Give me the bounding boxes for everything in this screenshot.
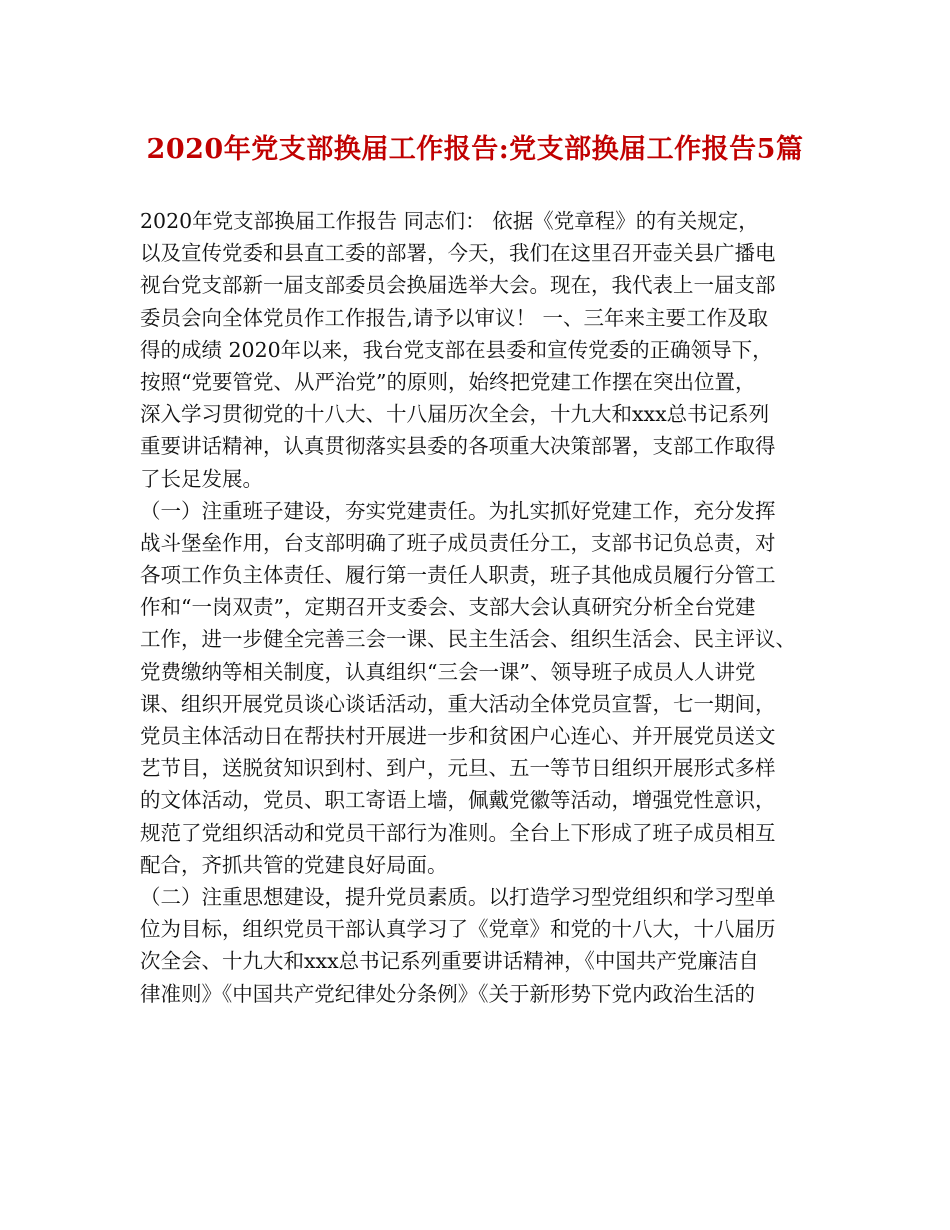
body-line: 的文体活动，党员、职工寄语上墙，佩戴党徽等活动，增强党性意识， bbox=[140, 788, 776, 813]
body-line: 律准则》《中国共产党纪律处分条例》《关于新形势下党内政治生活的 bbox=[140, 981, 755, 1006]
document-body bbox=[140, 205, 820, 1010]
body-line: 艺节目，送脱贫知识到村、到户，元旦、五一等节日组织开展形式多样 bbox=[140, 756, 776, 781]
body-line: 以及宣传党委和县直工委的部署，今天，我们在这里召开壶关县广播电 bbox=[140, 241, 776, 266]
body-line: 重要讲话精神，认真贯彻落实县委的各项重大决策部署，支部工作取得 bbox=[140, 434, 776, 459]
body-line: 作和“一岗双责”，定期召开支委会、支部大会认真研究分析全台党建 bbox=[140, 595, 756, 620]
body-line: 各项工作负主体责任、履行第一责任人职责，班子其他成员履行分管工 bbox=[140, 563, 776, 588]
body-line: 按照“党要管党、从严治党”的原则，始终把党建工作摆在突出位置， bbox=[140, 369, 756, 394]
body-line: （二）注重思想建设，提升党员素质。以打造学习型党组织和学习型单 bbox=[140, 884, 776, 909]
body-line: 党费缴纳等相关制度，认真组织“三会一课”、领导班子成员人人讲党 bbox=[140, 659, 756, 684]
body-line: 深入学习贯彻党的十八大、十八届历次全会，十九大和xxx总书记系列 bbox=[140, 402, 770, 427]
body-line: 工作，进一步健全完善三会一课、民主生活会、组织生活会、民主评议、 bbox=[140, 627, 796, 652]
body-line: 规范了党组织活动和党员干部行为准则。全台上下形成了班子成员相互 bbox=[140, 820, 776, 845]
body-line: （一）注重班子建设，夯实党建责任。为扎实抓好党建工作，充分发挥 bbox=[140, 498, 776, 523]
document-title: 2020年党支部换届工作报告:党支部换届工作报告5篇 bbox=[146, 134, 804, 165]
body-line: 委员会向全体党员作工作报告,请予以审议！ 一、三年来主要工作及取 bbox=[140, 305, 769, 330]
body-line: 得的成绩 2020年以来，我台党支部在县委和宣传党委的正确领导下， bbox=[140, 337, 773, 362]
body-line: 课、组织开展党员谈心谈话活动，重大活动全体党员宣誓，七一期间， bbox=[140, 691, 776, 716]
body-line: 战斗堡垒作用，台支部明确了班子成员责任分工，支部书记负总责，对 bbox=[140, 530, 776, 555]
body-line: 党员主体活动日在帮扶村开展进一步和贫困户心连心、并开展党员送文 bbox=[140, 724, 776, 748]
body-line: 次全会、十九大和xxx总书记系列重要讲话精神，《中国共产党廉洁自 bbox=[140, 949, 759, 974]
body-line: 配合，齐抓共管的党建良好局面。 bbox=[140, 852, 448, 877]
body-line: 位为目标，组织党员干部认真学习了《党章》和党的十八大，十八届历 bbox=[140, 917, 776, 942]
body-line: 视台党支部新一届支部委员会换届选举大会。现在，我代表上一届支部 bbox=[140, 273, 776, 298]
body-line: 了长足发展。 bbox=[140, 466, 263, 491]
body-line: 2020年党支部换届工作报告 同志们： 依据《党章程》的有关规定， bbox=[140, 209, 759, 233]
